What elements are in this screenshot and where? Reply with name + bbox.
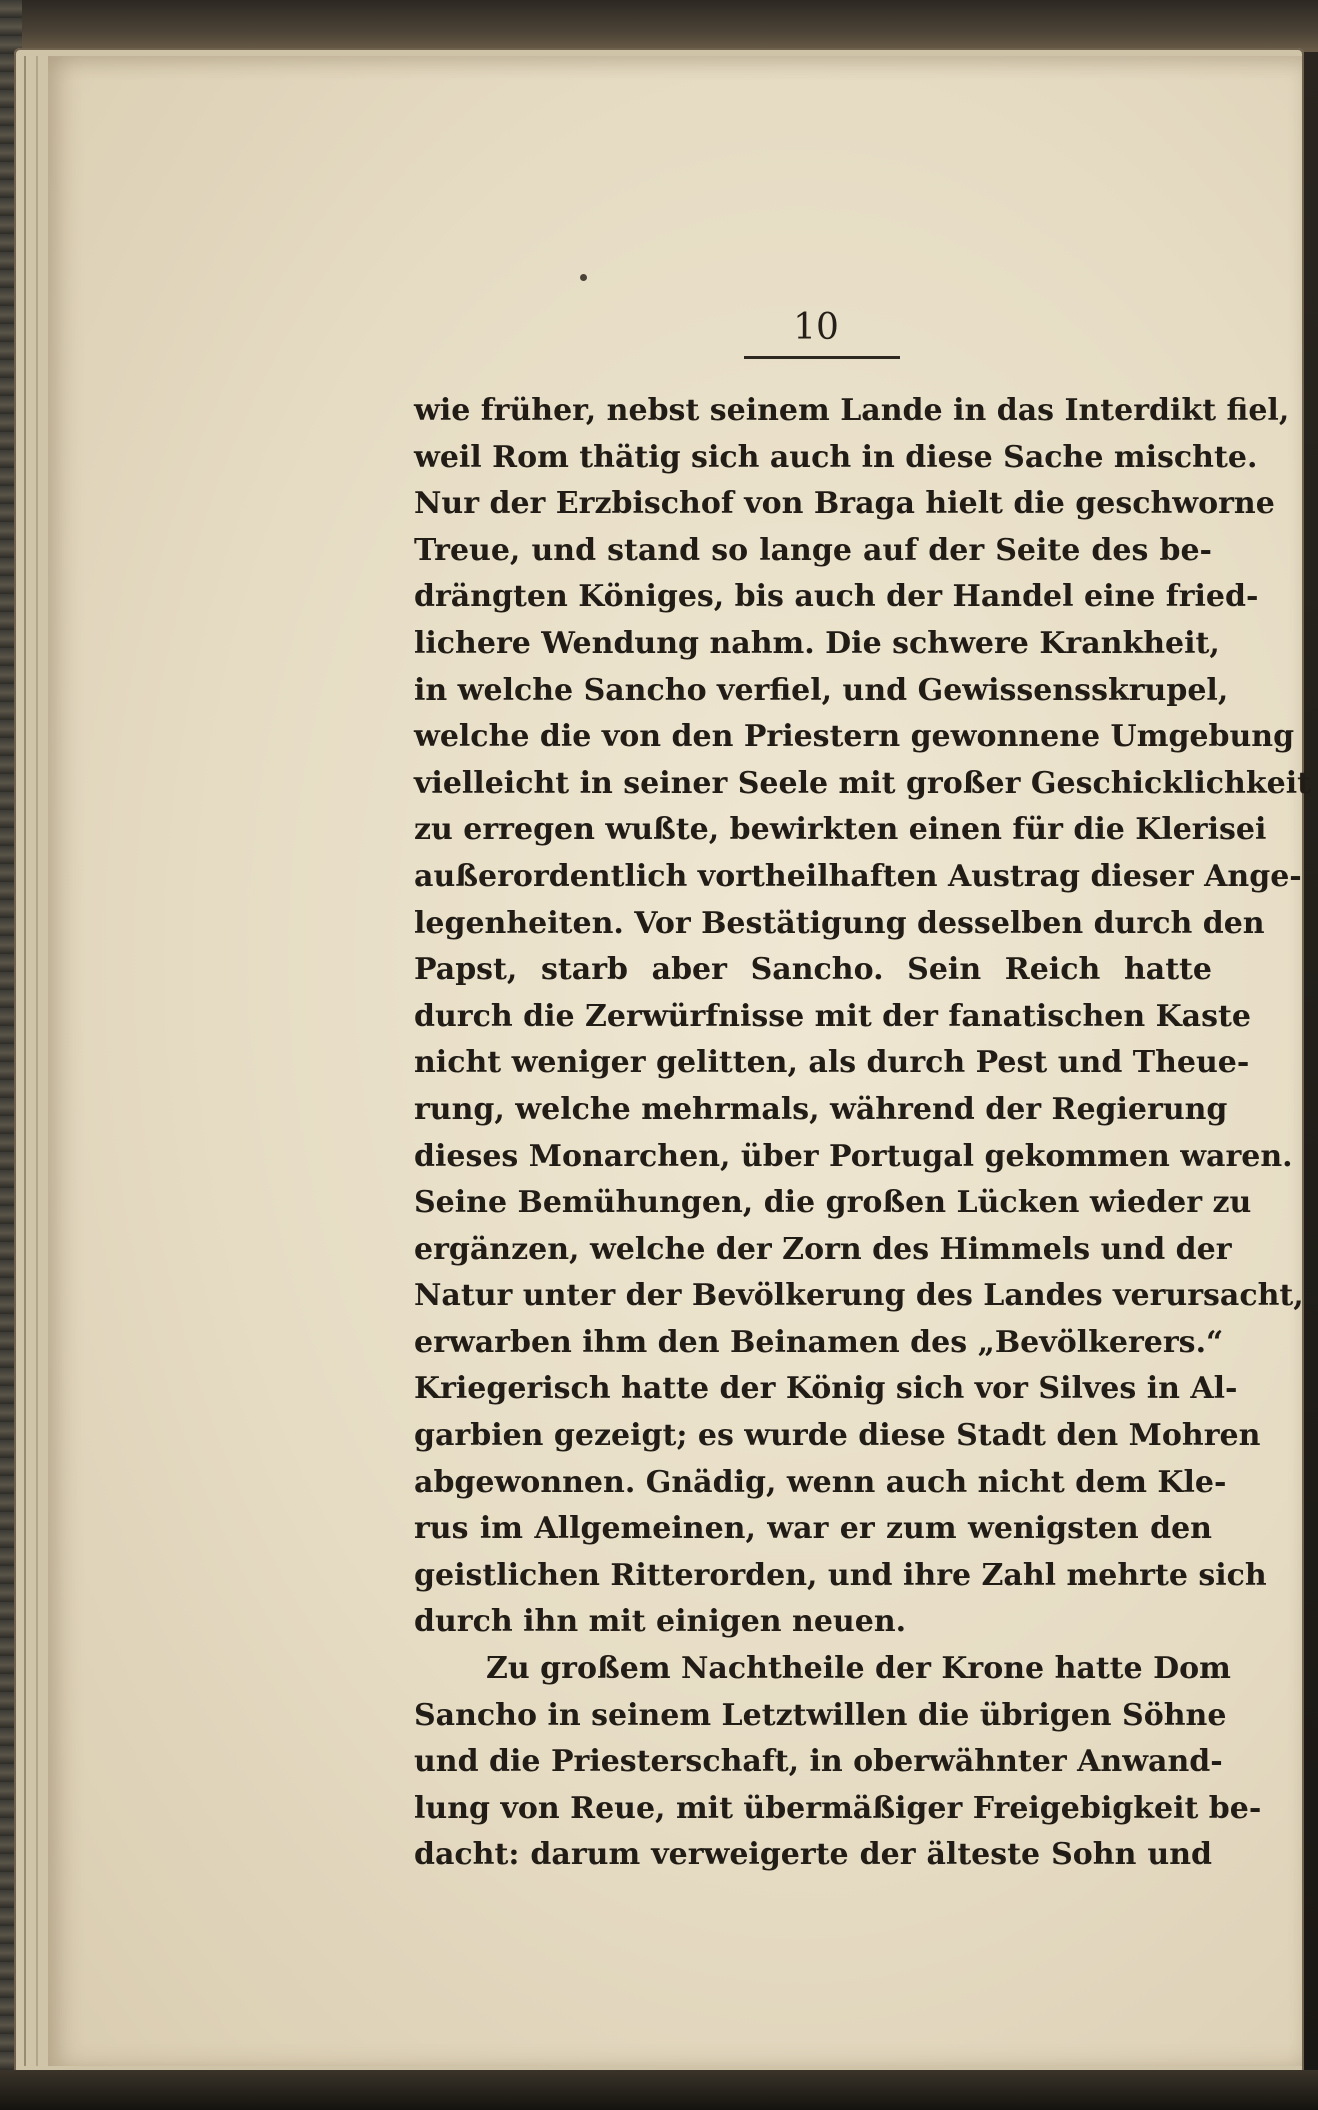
- body-text: [414, 388, 1311, 1879]
- text-line-paragraph-end: durch ihn mit einigen neuen.: [414, 1604, 907, 1640]
- text-line: rus im Allgemeinen, war er zum wenigsten den: [414, 1511, 1212, 1547]
- text-line: Nur der Erzbischof von Braga hielt die geschworne: [414, 486, 1275, 522]
- text-line: Natur unter der Bevölkerung des Landes verursacht,: [414, 1278, 1304, 1314]
- page-number-rule: [744, 356, 900, 359]
- text-line: lichere Wendung nahm. Die schwere Krankheit,: [414, 625, 1220, 661]
- text-line: Papst, starb aber Sancho. Sein Reich hatte: [414, 952, 1212, 988]
- text-line: in welche Sancho verfiel, und Gewissensskrupel,: [414, 672, 1229, 708]
- ink-dot: [580, 274, 587, 281]
- text-line: legenheiten. Vor Bestätigung desselben durch den: [414, 905, 1265, 941]
- text-line: abgewonnen. Gnädig, wenn auch nicht dem Kle-: [414, 1464, 1227, 1500]
- text-line: wie früher, nebst seinem Lande in das Interdikt fiel,: [414, 393, 1290, 428]
- text-line: erwarben ihm den Beinamen des „Bevölkerers.“: [414, 1324, 1224, 1360]
- text-line: nicht weniger gelitten, als durch Pest und Theue-: [414, 1045, 1250, 1081]
- page-number: 10: [793, 307, 839, 348]
- text-line: Kriegerisch hatte der König sich vor Silves in Al-: [414, 1371, 1238, 1407]
- text-line: durch die Zerwürfnisse mit der fanatischen Kaste: [414, 998, 1251, 1034]
- text-line: lung von Reue, mit übermäßiger Freigebigkeit be-: [414, 1790, 1262, 1826]
- paper-page: [48, 56, 1311, 2066]
- text-line-paragraph-start: Zu großem Nachtheile der Krone hatte Dom: [486, 1651, 1231, 1687]
- text-line: zu erregen wußte, bewirkten einen für die Klerisei: [414, 812, 1267, 848]
- book-bottom-edge: [0, 2070, 1318, 2110]
- text-line: weil Rom thätig sich auch in diese Sache mischte.: [414, 439, 1258, 475]
- text-line: rung, welche mehrmals, während der Regierung: [414, 1091, 1228, 1127]
- text-line: Treue, und stand so lange auf der Seite des be-: [414, 532, 1212, 568]
- text-line: geistlichen Ritterorden, und ihre Zahl mehrte sich: [414, 1557, 1267, 1593]
- text-line: vielleicht in seiner Seele mit großer Geschicklichkeit: [414, 765, 1311, 801]
- text-line: und die Priesterschaft, in oberwähnter Anwand-: [414, 1744, 1223, 1780]
- text-line: welche die von den Priestern gewonnene Umgebung: [414, 719, 1295, 755]
- text-line: garbien gezeigt; es wurde diese Stadt den Mohren: [414, 1418, 1261, 1454]
- book-cover-top-edge: [0, 0, 1318, 52]
- text-line: Seine Bemühungen, die großen Lücken wieder zu: [414, 1185, 1252, 1221]
- text-line: Sancho in seinem Letztwillen die übrigen Söhne: [414, 1697, 1227, 1733]
- text-line: ergänzen, welche der Zorn des Himmels und der: [414, 1231, 1232, 1267]
- text-line: dacht: darum verweigerte der älteste Sohn und: [414, 1837, 1212, 1873]
- text-line: dieses Monarchen, über Portugal gekommen waren.: [414, 1138, 1293, 1174]
- text-line: drängten Königes, bis auch der Handel eine fried-: [414, 579, 1259, 615]
- text-line: außerordentlich vortheilhaften Austrag dieser Ange-: [414, 858, 1302, 894]
